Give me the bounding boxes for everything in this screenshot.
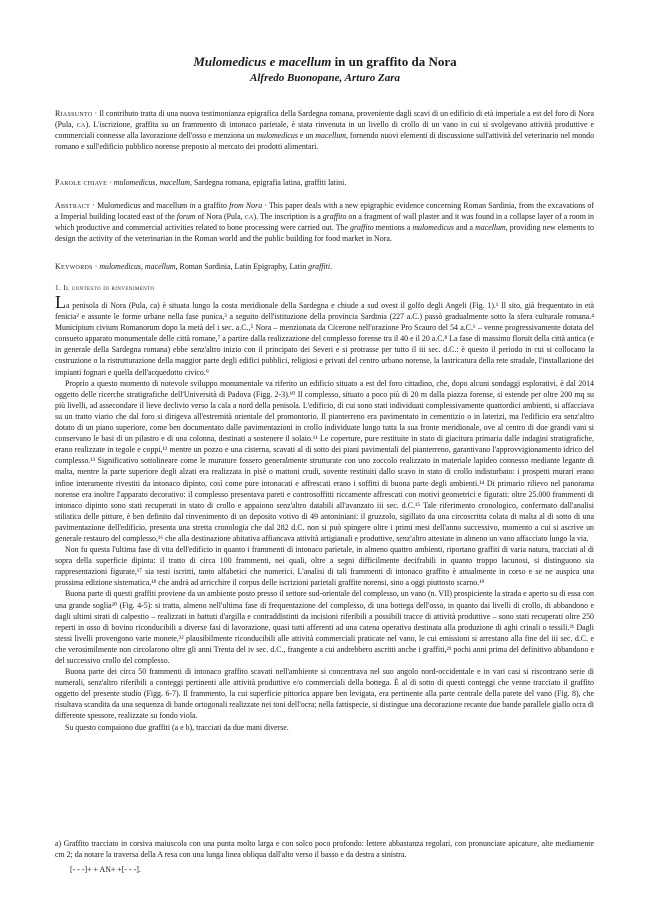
abstract-text: of Nora (Pula, — [195, 212, 245, 222]
abstract-text: and a — [453, 223, 476, 233]
abstract-text: ). The inscription is a — [253, 212, 323, 222]
parole-label: Parole chiave — [55, 178, 108, 187]
paragraph: Su questo compaiono due graffiti (a e b), tracciati da due mani diverse. — [65, 722, 289, 732]
paragraph-text: a penisola di Nora (Pula, ca) è situata lungo la costa meridionale della Sardegna e chiude a sud ovest il golfo degli Angeli (Fig. 1).¹ Il sito, già frequentato in età fenicia² e assunte le forme urbane nella fase punica,³ a seguito dell'istituzione della provincia Sardinia (227 a.C.) passò gradualmente sotto la sfera culturale romana.⁴ Municipium civium Romanorum dopo la metà del i sec. a.C.,⁵ Nora – menzionata da Cicerone nell'orazione Pro Scauro del 54 a.C.⁶ – venne progressivamente dotata del consueto apparato monumentale delle città romane,⁷ a partire dalla realizzazione del complesso forense tra il 40 e il 20 a.C.⁸ La fase di massimo floruit della città antica (e in generale della Sardegna romana) ebbe senz'altro inizio con il principato dei Severi e si protrasse per tutto il iii sec. d.C.: è questo il periodo in cui si collocano la costruzione o la ristrutturazione della maggior parte degli edifici pubblici, religiosi e privati del centro urbano norense, la lastricatura della rete stradale, l'installazione dei impianti fognari e quella dell'acquedotto civico.⁹ — [55, 301, 594, 377]
paragraph: Non fu questa l'ultima fase di vita dell'edificio in quanto i frammenti di intonaco parietale, in almeno quattro ambienti, riportano graffiti di varia natura, tracciati al di sopra della superficie dipinta: il tratto di circa 100 frammenti, nei quali, oltre a segni difficilmente decifrabili in quanto troppo lacunosi, si distinguono sia rappresentazioni figurate,¹⁷ sia testi iscritti, tanto alfabetici che numerici. L'analisi di tali frammenti di intonaco graffito è attualmente in corso e se ne auspica una prossima edizione sistematica,¹⁸ che andrà ad arricchire il corpus delle iscrizioni parietali graffite norensi, sino a oggi piuttosto scarno.¹⁹ — [55, 545, 594, 588]
keywords-sep: · — [92, 262, 100, 271]
paragraph: Proprio a questo momento di notevole sviluppo monumentale va riferito un edificio situato a est del foro cittadino, che, dopo alcuni sondaggi esplorativi, è dal 2014 oggetto delle ricerche stratigrafiche dell'Università di Padova (Figg. 2-3).¹⁰ Il complesso, situato a poco più di 20 m dalla piazza forense, si estende per oltre 200 mq su più livelli, ad assecondare il lieve declivio verso la cala a nord della penisola. L'edificio, di cui sono stati individuati complessivamente quattordici ambienti, si affacciava su un tratto viario che dal foro si dirigeva all'estremità orientale del promontorio. Il pianterreno era pavimentato in cementizio o in laterizi, ma l'edificio era senz'altro dotato di un piano superiore, come ben documentato dalle pavimentazioni in crollo individuate lungo tutta la sua fronte meridionale, ove al centro di due grandi vani si conservano le basi di un pilastro e di una colonna, destinati a sostenere il solaio.¹¹ Le coperture, pure restituite in stato di giacitura primaria dalle indagini stratigrafiche, erano realizzate in tegole e coppi,¹² mentre un pozzo e una cisterna, scavati al di sotto dei piani pavimentali del pianterreno, garantivano l'approvvigionamento idrico del complesso.¹³ Significativo sottolineare come le murature fossero generalmente strutturate con uno zoccolo realizzato in materiale lapideo connesso mediante legante di malta, mentre la parte superiore degli alzati era realizzata in pisè o mattoni crudi, sovente restituiti dallo scavo in stato di crollo indisturbato: i prospetti murari erano infine interamente rivestiti da intonaco dipinto, così come pure intonacati e affrescati erano i soffitti di buona parte degli ambienti.¹⁴ Di primario rilievo nel panorama norense era inoltre l'apparato decorativo: il complesso presentava pareti e controsoffitti riccamente affrescati con motivi geometrici e figurati: oltre 25.000 frammenti di intonaco dipinto sono stati recuperati in stato di crollo e appaiono senz'altro databili all'avanzato iii sec. d.C.¹⁵ Tale riferimento cronologico, confermato dall'analisi stilistica delle pitture, è ben definito dal rinvenimento di un deposito votivo di 49 antoniniani: il gruzzolo, sigillato da una circoscritta colata di malta al di sotto di una pavimentazione dell'edificio, presenta una stretta cronologia che dal 282 d.C. non si può spingere oltre i primi mesi dell'anno successivo, momento a cui si ascrive un generale restauro del complesso,¹⁶ che alla destinazione abitativa affiancava attività artigianali e produttive, senz'altro attestate in almeno un vano affacciato lungo la via. — [55, 378, 594, 543]
riassunto-text: e un — [297, 131, 316, 141]
body-text — [55, 292, 594, 733]
abstract-it: forum — [176, 212, 196, 222]
riassunto-term: mulomedicus — [256, 131, 298, 141]
article-authors: Alfredo Buonopane, Arturo Zara — [250, 72, 400, 84]
riassunto-ca: ca — [76, 120, 86, 130]
abstract-text: a graffito — [195, 201, 230, 210]
keywords — [55, 261, 594, 272]
riassunto-label: Riassunto — [55, 109, 93, 118]
drop-cap: L — [55, 292, 66, 312]
graffito-a-description: a) Graffito tracciato in corsiva maiuscola con una punta molto larga e con solco poco profondo: lettere abbastanza regolari, con pronunciate apicature, alte mediamente cm 2; da notare la traversa della A resa con una lunga linea obliqua dall'alto verso il basso e da destra a sinistra. — [55, 839, 594, 860]
abstract — [55, 200, 594, 244]
parole-chiave — [55, 177, 594, 188]
title-main: Mulomedicus e macellum — [193, 54, 332, 69]
abstract-text: on a fragment of wall plaster and it was found in a collapse layer of a room in which productive and commercial activities related to bone processing were carried out. The — [55, 212, 594, 233]
abstract-text: , providing new elements to design the activity of the veterinarian in the Roman world and the public building for food market in Nora. — [55, 223, 594, 244]
abstract-it: mulomedicus — [412, 223, 454, 233]
article-title — [0, 54, 650, 70]
keywords-kw: , Roman Sardinia, Latin Epigraphy, Latin — [175, 262, 309, 271]
parole-kw: mulomedicus, macellum — [113, 178, 190, 187]
abstract-text: · This paper deals with a new epigraphic evidence concerning Roman Sardinia, from the excavations of a Imperial building located east of the — [55, 201, 594, 222]
abstract-ca: ca — [244, 212, 254, 222]
abstract-it: graffito — [350, 223, 374, 233]
keywords-kw: graffiti — [308, 262, 331, 271]
riassunto — [55, 108, 594, 152]
abstract-it: from Nora — [229, 201, 263, 210]
abstract-it: macellum — [475, 223, 506, 233]
abstract-text: mentions a — [373, 223, 413, 233]
keywords-kw: mulomedicus, macellum — [99, 262, 176, 271]
paragraph: Buona parte di questi graffiti proviene da un ambiente posto presso il settore sud-orientale del complesso, un vano (n. VII) prospiciente la strada e aperto su di essa con una grande soglia²⁰ (Fig. 4-5): si tratta, almeno nell'ultima fase di frequentazione del complesso, di una bottega dell'osso, in quanto dai livelli di crollo, di abbandono e dagli ultimi strati di calpestio – realizzati in battuti d'argilla e contraddistinti da incisioni riferibili a possibili tracce di attività produttive – sono stati recuperati oltre 250 reperti in osso di bovino riconducibili a diverse fasi di lavorazione, quasi tutti afferenti ad una catena operativa destinata alla produzione di aghi crinali o tessili.²¹ Dagli stessi livelli provengono varie monete,²² plausibilmente riconducibili alle attività commerciali praticate nel vano, le cui emissioni si arrestano alla fine del iii sec. d.C. e che verosimilmente non circolarono oltre gli anni Trenta del iv sec. d.C., frangente a cui andrebbero ascritti anche i graffiti,²³ pochi anni prima del definitivo abbandono e del successivo crollo del complesso. — [55, 589, 594, 665]
abstract-text: · Mulomedicus and macellum — [90, 201, 190, 210]
graffito-transcription: [- - -]+ + AN+ +[- - -]. — [70, 865, 141, 874]
keywords-end: . — [330, 262, 333, 271]
section-heading: 1. Il contesto di rinvenimento — [55, 284, 155, 292]
riassunto-term: macellum — [315, 131, 346, 141]
keywords-label: Keywords — [55, 262, 93, 271]
riassunto-text: , fornendo nuovi elementi di discussione sull'attività del veterinario nel mondo romano e sull'edificio pubblico norense preposto al mercato dei prodotti alimentari. — [55, 131, 595, 152]
riassunto-text: · Il contributo tratta di una nuova testimonianza epigrafica della Sardegna romana, proveniente dagli scavi di un edificio di età imperiale a est del foro di Nora (Pula, — [55, 109, 594, 130]
paragraph: Buona parte dei circa 50 frammenti di intonaco graffito scavati nell'ambiente si concentrava nel suo angolo nord-occidentale e in vari casi si riscontrano serie di numerali, senz'altro riferibili a conteggi pertinenti alle attività produttive e/o commerciali della bottega. È al di sotto di questi conteggi che venne tracciato il graffito oggetto del presente studio (Figg. 6-7). Il frammento, la cui superficie pittorica appare ben levigata, era pertinente alla parte centrale della parete del vano (Fig. 8), che risultava scandita da una sequenza di bande ortogonali realizzate nei toni dell'ocra; nella fattispecie, si distingue una decorazione recante due bande parallele giallo ocra di differente spessore, realizzate su fondo viola. — [55, 667, 594, 721]
abstract-it: graffito — [322, 212, 347, 222]
riassunto-text: ). L'iscrizione, graffita su un frammento di intonaco parietale, è stata rinvenuta in un livello di crollo di un vano in cui si svolgevano attività produttive e commerciali connesse alla lavorazione dell'osso e menziona un — [55, 120, 594, 141]
paragraph — [55, 292, 594, 378]
parole-kw: , Sardegna romana, epigrafia latina, graffiti latini. — [190, 178, 347, 187]
abstract-it: in — [189, 201, 196, 210]
abstract-label: Abstract — [55, 201, 91, 210]
parole-sep: · — [107, 178, 114, 187]
title-rest: in un graffito da Nora — [331, 54, 457, 69]
